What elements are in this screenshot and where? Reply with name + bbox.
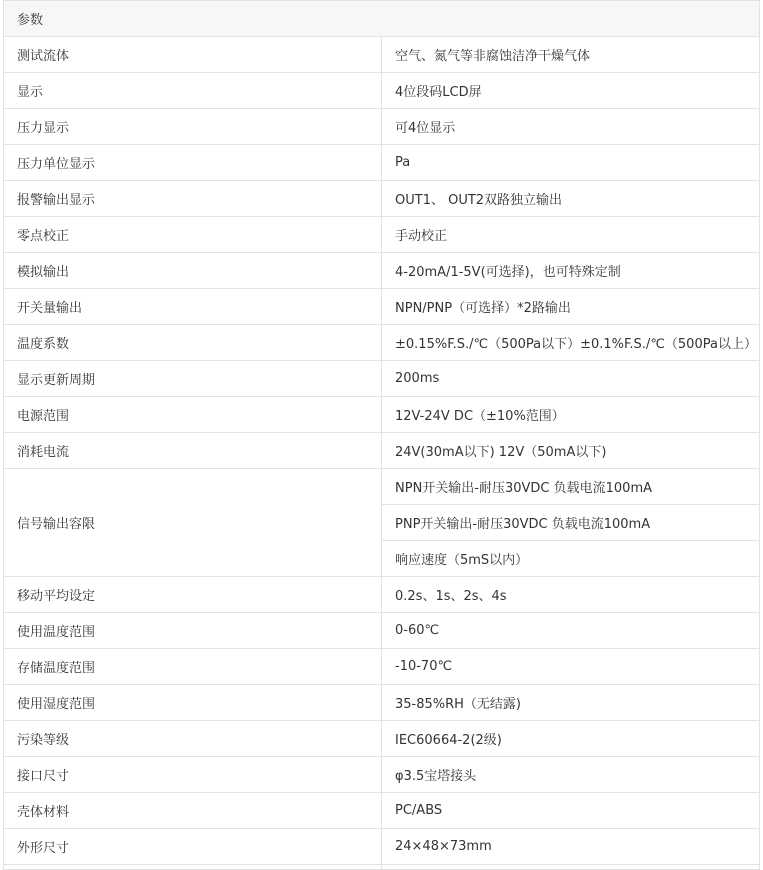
row-label: 电源范围 (4, 397, 382, 433)
table-row (4, 793, 760, 829)
row-value: Pa (382, 145, 760, 181)
row-value: IEC60664-2(2级) (382, 721, 760, 757)
row-label: 报警输出显示 (4, 181, 382, 217)
table-row (4, 73, 760, 109)
row-value: 200ms (382, 361, 760, 397)
row-label: 污染等级 (4, 721, 382, 757)
table-row (4, 613, 760, 649)
row-value: -10-70℃ (382, 649, 760, 685)
row-label: 消耗电流 (4, 433, 382, 469)
row-value: PC/ABS (382, 793, 760, 829)
table-row (4, 217, 760, 253)
row-value: NPN开关输出-耐压30VDC 负载电流100mA (382, 469, 760, 505)
row-value: 4-20mA/1-5V(可选择)，也可特殊定制 (382, 253, 760, 289)
row-label: 存储温度范围 (4, 649, 382, 685)
row-value: 0-60℃ (382, 613, 760, 649)
row-value: 24V(30mA以下) 12V（50mA以下) (382, 433, 760, 469)
row-value: 手动校正 (382, 217, 760, 253)
table-row-cut-off (4, 865, 760, 870)
spec-table (3, 0, 760, 870)
row-label: 零点校正 (4, 217, 382, 253)
table-row (4, 361, 760, 397)
table-row (4, 289, 760, 325)
row-label: 模拟输出 (4, 253, 382, 289)
row-value: NPN/PNP（可选择）*2路输出 (382, 289, 760, 325)
table-row (4, 181, 760, 217)
row-value: 35-85%RH（无结露) (382, 685, 760, 721)
row-value: 响应速度（5mS以内） (382, 541, 760, 577)
row-label: 使用湿度范围 (4, 685, 382, 721)
table-row (4, 829, 760, 865)
table-row (4, 397, 760, 433)
row-label: 测试流体 (4, 37, 382, 73)
row-label: 移动平均设定 (4, 577, 382, 613)
table-row (4, 325, 760, 361)
row-value: 24×48×73mm (382, 829, 760, 865)
table-row (4, 577, 760, 613)
table-row (4, 469, 760, 505)
row-value: 空气、氮气等非腐蚀洁净干燥气体 (382, 37, 760, 73)
row-label: 壳体材料 (4, 793, 382, 829)
table-row (4, 37, 760, 73)
table-row (4, 253, 760, 289)
row-value: PNP开关输出-耐压30VDC 负载电流100mA (382, 505, 760, 541)
table-header-cell: 参数 (4, 1, 760, 37)
row-label: 显示更新周期 (4, 361, 382, 397)
table-header-row (4, 1, 760, 37)
row-label: 信号输出容限 (4, 469, 382, 577)
table-row (4, 757, 760, 793)
row-label: 显示 (4, 73, 382, 109)
table-row (4, 721, 760, 757)
table-row (4, 649, 760, 685)
row-value: OUT1、 OUT2双路独立输出 (382, 181, 760, 217)
row-value: 12V-24V DC（±10%范围） (382, 397, 760, 433)
table-row (4, 145, 760, 181)
row-value: 4位段码LCD屏 (382, 73, 760, 109)
row-value (382, 865, 760, 870)
row-value: φ3.5宝塔接头 (382, 757, 760, 793)
table-row (4, 433, 760, 469)
table-row (4, 685, 760, 721)
row-label: 开关量输出 (4, 289, 382, 325)
row-value: 可4位显示 (382, 109, 760, 145)
row-label: 使用温度范围 (4, 613, 382, 649)
table-row (4, 109, 760, 145)
row-label: 压力单位显示 (4, 145, 382, 181)
row-label: 接口尺寸 (4, 757, 382, 793)
row-label: 外形尺寸 (4, 829, 382, 865)
row-value: 0.2s、1s、2s、4s (382, 577, 760, 613)
row-label: 压力显示 (4, 109, 382, 145)
row-value: ±0.15%F.S./℃（500Pa以下）±0.1%F.S./℃（500Pa以上） (382, 325, 760, 361)
row-label (4, 865, 382, 870)
row-label: 温度系数 (4, 325, 382, 361)
